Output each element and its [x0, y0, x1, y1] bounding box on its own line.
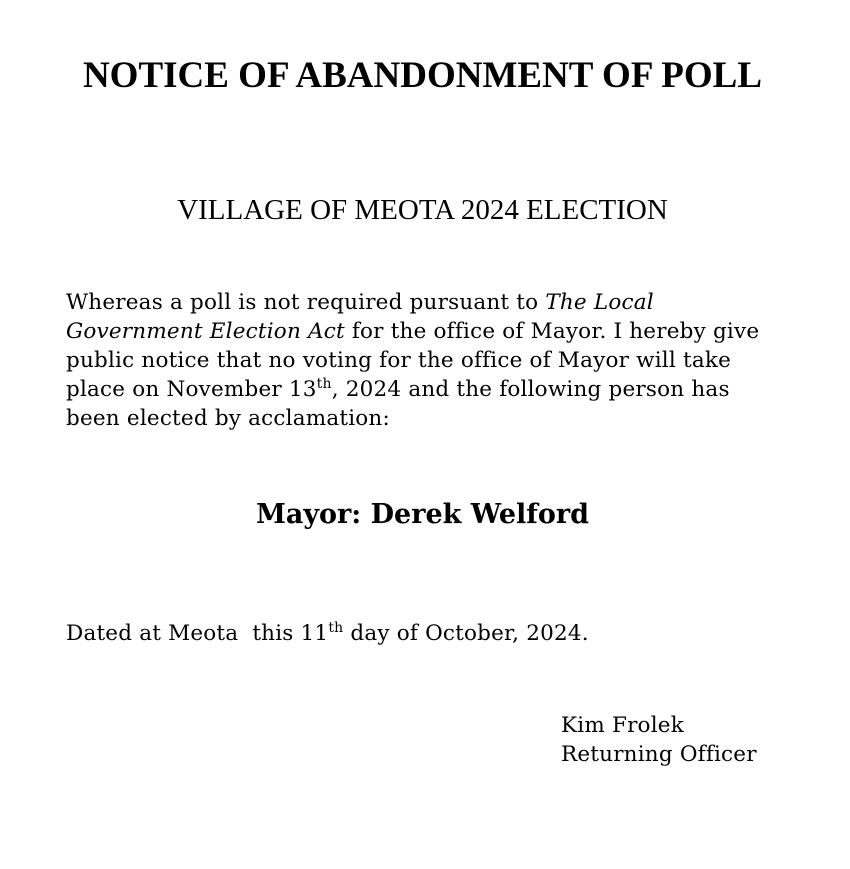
- dated-part-2: day of October, 2024.: [343, 621, 589, 646]
- body-text-part-2: for the office of Mayor. I hereby give public notice that no voting for the office of Mayor will take place on November 13: [66, 319, 760, 402]
- body-text-part-3: , 2024 and the following person has been elected by acclamation:: [66, 377, 730, 431]
- signer-name: Kim Frolek: [561, 713, 684, 738]
- elected-mayor: Mayor: Derek Welford: [255, 499, 590, 530]
- election-subtitle: VILLAGE OF MEOTA 2024 ELECTION: [177, 194, 668, 226]
- body-text-part-1: Whereas a poll is not required pursuant to: [66, 290, 546, 315]
- notice-body: [66, 288, 786, 433]
- signer-role: Returning Officer: [561, 742, 757, 767]
- act-name: The Local Government Election Act: [66, 290, 654, 344]
- notice-title: NOTICE OF ABANDONMENT OF POLL: [82, 55, 763, 96]
- dated-line: [66, 619, 589, 649]
- ordinal-suffix: th: [316, 375, 332, 392]
- dated-ordinal-suffix: th: [328, 619, 344, 636]
- signature-block: [561, 711, 757, 769]
- dated-part-1: Dated at Meota this 11: [66, 621, 329, 646]
